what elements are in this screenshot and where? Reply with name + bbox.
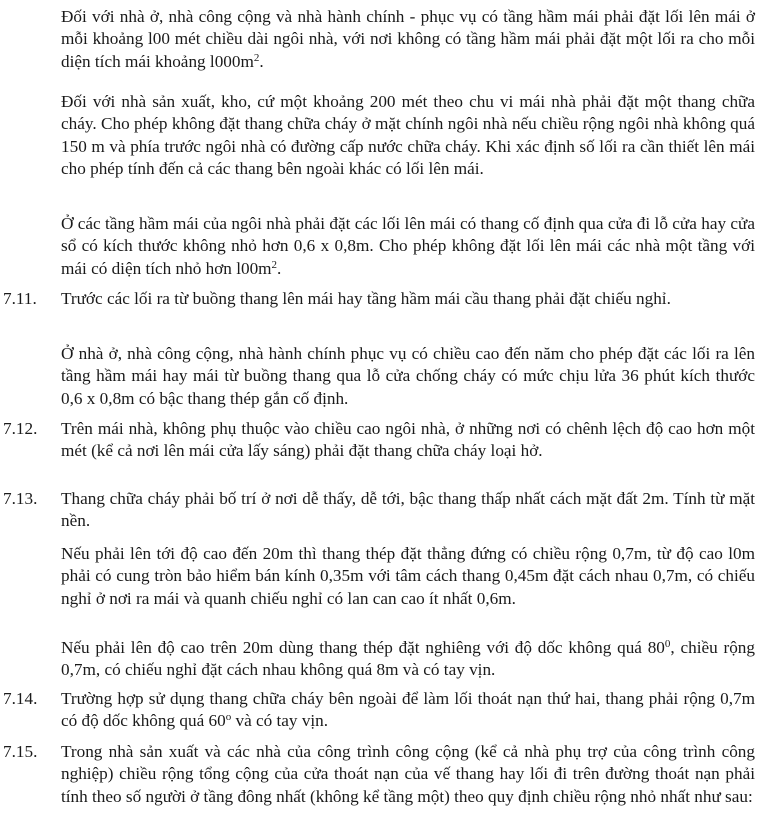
superscript: o [225, 711, 232, 724]
clause-number: 7.15. [3, 742, 38, 761]
paragraph-inclined-ladder [61, 637, 755, 682]
clause-number: 7.11. [3, 289, 37, 308]
superscript: 2 [271, 258, 278, 271]
clause-tail: và có tay vịn. [231, 711, 329, 731]
superscript: 0 [664, 638, 671, 650]
clause-text [61, 688, 755, 733]
superscript: 2 [253, 51, 260, 64]
clause-number: 7.14. [3, 689, 38, 708]
clause-number: 7.12. [3, 419, 38, 438]
paragraph-fire-hatch [61, 343, 755, 410]
clause-body: Trong nhà sản xuất và các nhà của công trình công cộng (kể cả nhà phụ trợ của công trình công nghiệp) chiều rộng tổng cộng của cửa thoát nạn của vế thang hay lối đi trên đường thoát nạn phải tính theo số người ở tầng đông nhất (không kể tầng một) theo quy định chiều rộng nhỏ nhất như sau: [61, 742, 755, 806]
clause-text [61, 418, 755, 463]
paragraph-text: Nếu phải lên độ cao trên 20m dùng thang thép đặt nghiêng với độ dốc không quá 80 [61, 638, 665, 657]
clause-body: Trước các lối ra từ buồng thang lên mái hay tầng hầm mái cầu thang phải đặt chiếu nghỉ. [61, 289, 671, 308]
clause-text [61, 288, 755, 310]
paragraph-attic-exit-size [61, 213, 755, 280]
paragraph-tail: , chiều rộng 0,7m, có chiếu nghỉ đặt cách nhau không quá 8m và có tay vịn. [61, 638, 755, 680]
paragraph-text: Ở các tầng hầm mái của ngôi nhà phải đặt các lối lên mái có thang cố định qua cửa đi lỗ cửa hay cửa sổ có kích thước không nhỏ hơn 0,6 x 0,8m. Cho phép không đặt lối lên mái các nhà một tầng với mái có diện tích nhỏ hơn l00m [61, 214, 755, 278]
clause-text [61, 488, 755, 533]
paragraph-text: Đối với nhà ở, nhà công cộng và nhà hành chính - phục vụ có tầng hầm mái phải đặt lối lên mái ở mỗi khoảng l00 mét chiều dài ngôi nhà, với nơi không có tầng hầm mái phải đặt một lối ra cho mỗi diện tích mái khoảng l000m [61, 7, 755, 71]
paragraph-industrial-ladder [61, 91, 755, 180]
paragraph-attic-access [61, 6, 755, 73]
paragraph-tail: . [277, 258, 282, 278]
paragraph-text: Nếu phải lên tới độ cao đến 20m thì thang thép đặt thẳng đứng có chiều rộng 0,7m, từ độ cao l0m phải có cung tròn bảo hiểm bán kính 0,35m với tâm cách thang 0,45m đặt cách nhau 0,7m, có chiếu nghỉ ở nơi ra mái và quanh chiếu nghỉ có lan can cao ít nhất 0,6m. [61, 544, 755, 608]
clause-body: Trên mái nhà, không phụ thuộc vào chiều cao ngôi nhà, ở những nơi có chênh lệch độ cao hơn một mét (kể cả nơi lên mái cửa lấy sáng) phải đặt thang chữa cháy loại hở. [61, 419, 755, 461]
paragraph-text: Đối với nhà sản xuất, kho, cứ một khoảng 200 mét theo chu vi mái nhà phải đặt một thang chữa cháy. Cho phép không đặt thang chữa cháy ở mặt chính ngôi nhà nếu chiều rộng ngôi nhà không quá 150 m và phía trước ngôi nhà có đường cấp nước chữa cháy. Khi xác định số lối ra cần thiết lên mái cho phép tính đến cả các thang bên ngoài khác có lối lên mái. [61, 92, 755, 178]
paragraph-tail: . [259, 51, 264, 71]
clause-body: Trường hợp sử dụng thang chữa cháy bên ngoài để làm lối thoát nạn thứ hai, thang phải rộng 0,7m có độ dốc không quá 60 [61, 689, 755, 731]
clause-body: Thang chữa cháy phải bố trí ở nơi dễ thấy, dễ tới, bậc thang thấp nhất cách mặt đất 2m. Tính từ mặt nền. [61, 489, 755, 531]
paragraph-text: Ở nhà ở, nhà công cộng, nhà hành chính phục vụ có chiều cao đến năm cho phép đặt các lối ra lên tầng hầm mái hay mái từ buồng thang qua lỗ cửa chống cháy có mức chịu lửa 36 phút kích thước 0,6 x 0,8m có bậc thang thép gắn cố định. [61, 344, 755, 408]
paragraph-vertical-ladder [61, 543, 755, 610]
clause-text [61, 741, 755, 808]
clause-number: 7.13. [3, 489, 38, 508]
